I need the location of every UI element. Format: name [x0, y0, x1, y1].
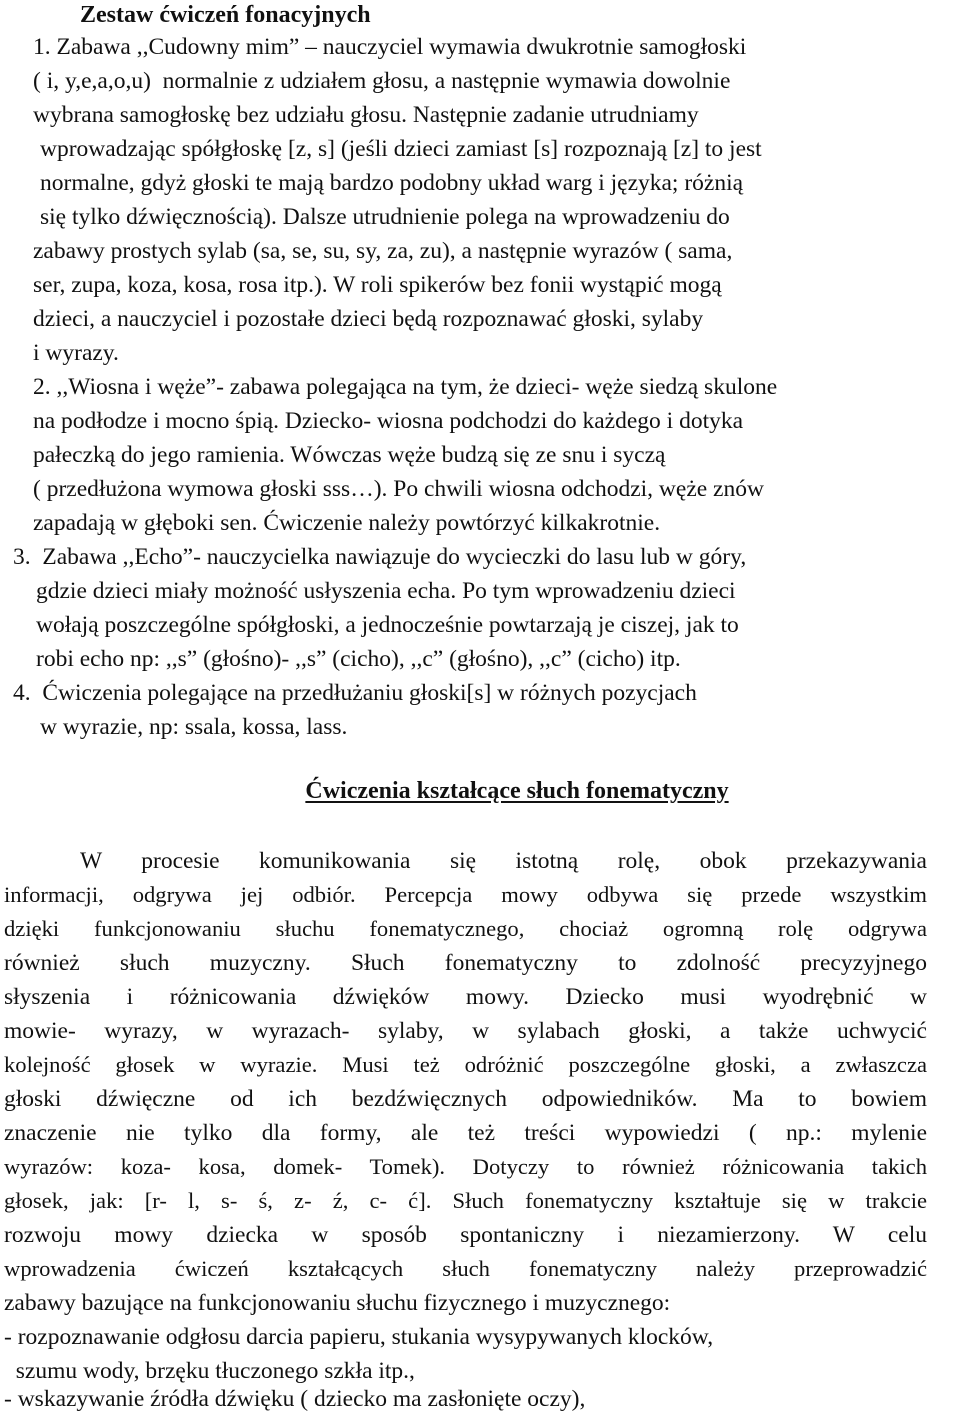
section-3-line: robi echo np: ,,s” (głośno)- ,,s” (cicho), ,,c” (głośno), ,,c” (cicho) itp. — [36, 646, 681, 672]
section-3-line: 3. Zabawa ,,Echo”- nauczycielka nawiązuje do wycieczki do lasu lub w góry, — [13, 544, 747, 570]
paragraph-line: głoski dźwięczne od ich bezdźwięcznych odpowiedników. Ma to bowiem — [4, 1086, 927, 1112]
section-2-line: pałeczką do jego ramienia. Wówczas węże budzą się ze snu i syczą — [33, 442, 666, 468]
section-1-line: dzieci, a nauczyciel i pozostałe dzieci będą rozpoznawać głoski, sylaby — [33, 306, 704, 332]
paragraph-line: wyrazów: koza- kosa, domek- Tomek). Dotyczy to również różnicowania takich — [4, 1154, 927, 1179]
bullet-line: - rozpoznawanie odgłosu darcia papieru, stukania wysypywanych klocków, — [4, 1324, 714, 1350]
section-1-line: i wyrazy. — [33, 340, 119, 366]
section-2-line: zapadają w głęboki sen. Ćwiczenie należy powtórzyć kilkakrotnie. — [33, 510, 661, 536]
section-2-line: 2. ,,Wiosna i węże”- zabawa polegająca na tym, że dzieci- węże siedzą skulone — [33, 374, 778, 400]
paragraph-line: słyszenia i różnicowania dźwięków mowy. Dziecko musi wyodrębnić w — [4, 984, 927, 1010]
section-2-line: ( przedłużona wymowa głoski sss…). Po chwili wiosna odchodzi, węże znów — [33, 476, 764, 502]
paragraph-line: głosek, jak: [r- l, s- ś, z- ź, c- ć]. Słuch fonematyczny kształtuje się w trakcie — [4, 1188, 927, 1213]
paragraph-line: kolejność głosek w wyrazie. Musi też odróżnić poszczególne głoski, a zwłaszcza — [4, 1052, 927, 1077]
paragraph-line: dzięki funkcjonowaniu słuchu fonematycznego, chociaż ogromną rolę odgrywa — [4, 916, 927, 941]
section-3-line: wołają poszczególne spółgłoski, a jednocześnie powtarzają je ciszej, jak to — [36, 612, 739, 638]
paragraph-line: znaczenie nie tylko dla formy, ale też treści wypowiedzi ( np.: mylenie — [4, 1120, 927, 1146]
section-1-line: ser, zupa, koza, kosa, rosa itp.). W roli spikerów bez fonii wystąpić mogą — [33, 272, 722, 298]
section-3-line: gdzie dzieci miały możność usłyszenia echa. Po tym wprowadzeniu dzieci — [36, 578, 736, 604]
section-1-line: wprowadzając spółgłoskę [z, s] (jeśli dzieci zamiast [s] rozpoznają [z] to jest — [40, 136, 762, 162]
section-1-line: wybrana samogłoskę bez udziału głosu. Następnie zadanie utrudniamy — [33, 102, 699, 128]
document-title: Zestaw ćwiczeń fonacyjnych — [80, 2, 371, 28]
section-heading-text: Ćwiczenia kształcące słuch fonematyczny — [305, 778, 729, 804]
section-4-line: 4. Ćwiczenia polegające na przedłużaniu głoski[s] w różnych pozycjach — [13, 680, 697, 706]
paragraph-line: również słuch muzyczny. Słuch fonematyczny to zdolność precyzyjnego — [4, 950, 927, 976]
section-2-line: na podłodze i mocno śpią. Dziecko- wiosna podchodzi do każdego i dotyka — [33, 408, 744, 434]
paragraph-line: informacji, odgrywa jej odbiór. Percepcja mowy odbywa się przede wszystkim — [4, 882, 927, 907]
paragraph-line: rozwoju mowy dziecka w sposób spontaniczny i niezamierzony. W celu — [4, 1222, 927, 1248]
bullet-line: szumu wody, brzęku tłuczonego szkła itp., — [4, 1358, 415, 1384]
paragraph-line: W procesie komunikowania się istotną rolę, obok przekazywania — [80, 848, 927, 874]
paragraph-line: wprowadzenia ćwiczeń kształcących słuch fonematyczny należy przeprowadzić — [4, 1256, 927, 1281]
section-heading — [0, 774, 960, 808]
section-4-line: w wyrazie, np: ssala, kossa, lass. — [40, 714, 348, 740]
paragraph-line: mowie- wyrazy, w wyrazach- sylaby, w sylabach głoski, a także uchwycić — [4, 1018, 927, 1044]
section-1-line: się tylko dźwięcznością). Dalsze utrudnienie polega na wprowadzeniu do — [40, 204, 730, 230]
paragraph-line: zabawy bazujące na funkcjonowaniu słuchu fizycznego i muzycznego: — [4, 1290, 671, 1316]
section-1-line: 1. Zabawa ,,Cudowny mim” – nauczyciel wymawia dwukrotnie samogłoski — [33, 34, 747, 60]
section-1-line: normalne, gdyż głoski te mają bardzo podobny układ warg i języka; różnią — [40, 170, 744, 196]
bullet-line: - wskazywanie źródła dźwięku ( dziecko ma zasłonięte oczy), — [4, 1386, 586, 1412]
section-1-line: zabawy prostych sylab (sa, se, su, sy, za, zu), a następnie wyrazów ( sama, — [33, 238, 733, 264]
section-1-line: ( i, y,e,a,o,u) normalnie z udziałem głosu, a następnie wymawia dowolnie — [33, 68, 731, 94]
